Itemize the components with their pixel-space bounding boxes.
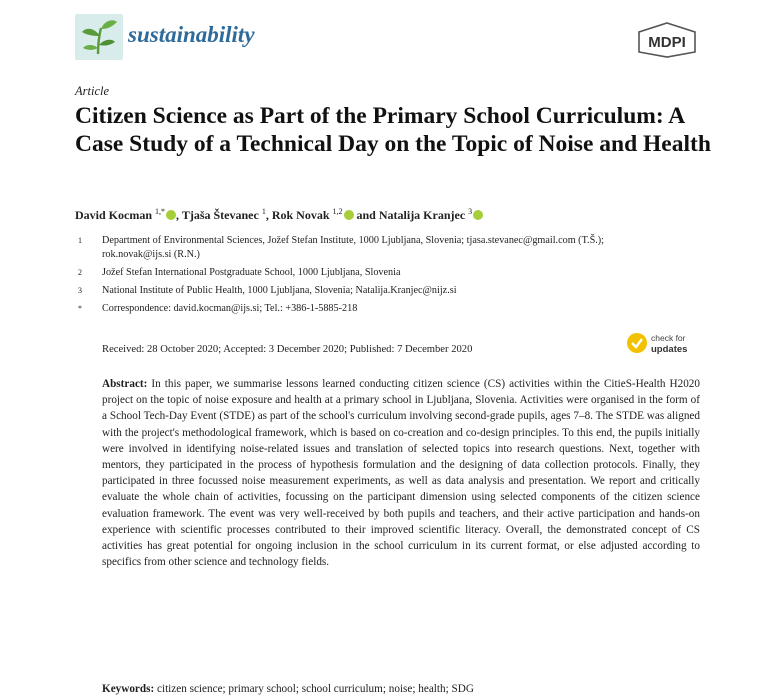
abstract-label: Abstract: (102, 378, 148, 390)
author-affiliation-mark: 1 (261, 207, 266, 216)
affiliation-item (78, 266, 658, 280)
affiliation-item (78, 302, 658, 316)
article-title: Citizen Science as Part of the Primary School Curriculum: A Case Study of a Technical Day on the Topic of Noise and Health (75, 103, 711, 157)
abstract-text: In this paper, we summarise lessons learned conducting citizen science (CS) activities within the CitieS-Health H2020 project on the topic of noise exposure and health at a primary school in Ljubljana, Slovenia. Activities were organised in the form of a School Tech-Day Event (STDE) as part of the school's curriculum involving second-grade pupils, ages 7–8. The STDE was aligned with the project's methodological framework, which is based on co-creation and co-design principles. To this end, the pupils initially were involved in identifying noise-related issues and translation of selected topics into research questions. Next, together with mentors, they participated in the process of hypothesis formulation and the designing of data collection protocols. Finally, they participated in three focussed noise measurement experiments, as well as data analysis and presentation. We report and critically evaluate the whole chain of activities, focussing on the participant dimension using selected components of the citizen science evaluation framework. The event was very well-received by both pupils and teachers, and their active participation and hands-on experience with scientific processes contributed to their improved scientific literacy. Overall, the demonstrated concept of CS activities has great potential for ongoing inclusion in the school curriculum in its current format, or else adjusted according to specifics from other science and technology fields. (102, 378, 700, 569)
badge-line2: updates (651, 344, 688, 355)
publisher-name: MDPI (648, 34, 686, 51)
affiliation-text: National Institute of Public Health, 1000 Ljubljana, Slovenia; Natalija.Kranjec@nijz.si (102, 285, 457, 296)
affiliation-text: Correspondence: david.kocman@ijs.si; Tel.: +386-1-5885-218 (102, 303, 358, 314)
author-separator: , (265, 208, 272, 222)
author-affiliation-mark: 1,* (155, 207, 166, 216)
author-affiliation-mark: 1,2 (332, 207, 343, 216)
affiliation-mark: 2 (78, 268, 82, 277)
author-name[interactable]: Tjaša Števanec (181, 208, 259, 222)
affiliation-mark: 3 (78, 286, 82, 295)
mdpi-logo[interactable] (633, 22, 701, 58)
author-name[interactable]: David Kocman (75, 208, 153, 222)
affiliations (78, 234, 658, 320)
abstract (102, 376, 700, 570)
author-affiliation-mark: 3 (468, 207, 473, 216)
keywords (102, 683, 474, 695)
badge-line1: check for (651, 333, 686, 343)
author-list (75, 207, 715, 223)
affiliation-mark: 1 (78, 236, 82, 245)
orcid-icon[interactable] (166, 210, 176, 220)
journal-logo (75, 14, 123, 60)
author-name[interactable]: Rok Novak (271, 208, 330, 222)
author-name[interactable]: Natalija Kranjec (378, 208, 466, 222)
orcid-icon[interactable] (473, 210, 483, 220)
keywords-label: Keywords: (102, 683, 155, 695)
author-separator: and (353, 208, 379, 222)
author-separator: , (176, 208, 182, 222)
journal-name[interactable]: sustainability (128, 22, 255, 47)
affiliation-item (78, 234, 658, 262)
orcid-icon[interactable] (344, 210, 354, 220)
check-for-updates-badge[interactable] (626, 330, 701, 356)
publication-dates: Received: 28 October 2020; Accepted: 3 December 2020; Published: 7 December 2020 (102, 344, 473, 355)
check-icon (627, 333, 647, 353)
article-type: Article (75, 84, 110, 98)
keywords-text: citizen science; primary school; school curriculum; noise; health; SDG (157, 683, 474, 695)
affiliation-item (78, 284, 658, 298)
affiliation-text: Jožef Stefan International Postgraduate School, 1000 Ljubljana, Slovenia (102, 267, 401, 278)
affiliation-text: Department of Environmental Sciences, Jožef Stefan Institute, 1000 Ljubljana, Slovenia; tjasa.stevanec@gmail.com (T.Š.); rok.novak@ijs.si (R.N.) (102, 235, 605, 260)
affiliation-mark: * (78, 304, 82, 313)
